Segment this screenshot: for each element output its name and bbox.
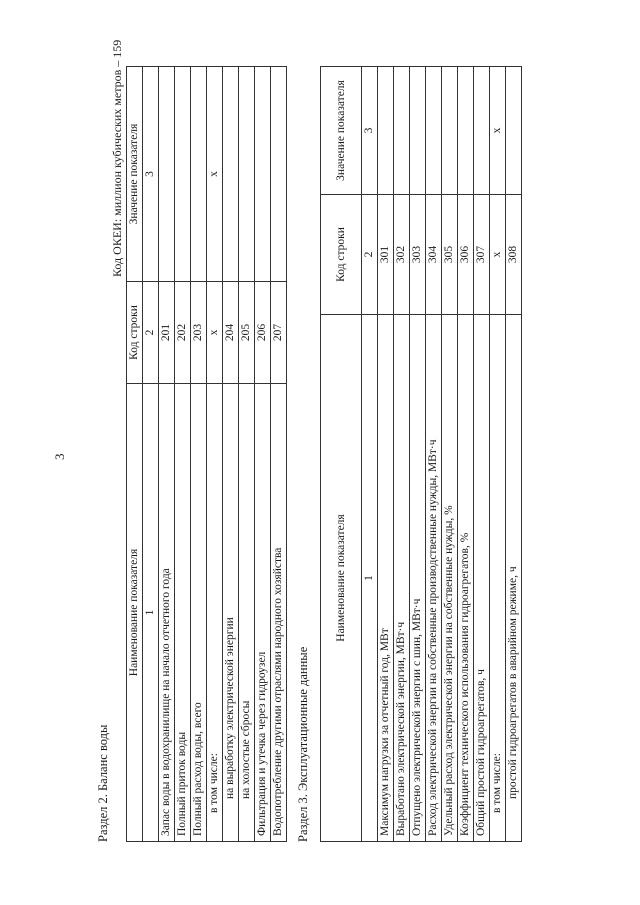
section-2-title: Раздел 2. Баланс воды (96, 724, 110, 842)
indicator-value[interactable] (394, 67, 410, 195)
table-row (255, 67, 271, 842)
indicator-name: Общий простой гидроагрегатов, ч (474, 315, 490, 842)
indicator-name: на выработку электрической энергии (223, 384, 239, 842)
table-row (474, 67, 490, 842)
table-row (410, 67, 426, 842)
indicator-name: Отпущено электрической энергии с шин, МВт·ч (410, 315, 426, 842)
indicator-name: Запас воды в водохранилище на начало отчетного года (159, 384, 175, 842)
row-code: 205 (239, 282, 255, 384)
row-code: 308 (506, 195, 522, 315)
indicator-name: Удельный расход электрической энергии на собственные нужды, % (442, 315, 458, 842)
header-indicator-name: Наименование показателя (321, 315, 362, 842)
indicator-value: x (490, 67, 506, 195)
row-code: 301 (378, 195, 394, 315)
table-row (426, 67, 442, 842)
indicator-name: Выработано электрической энергии, МВт·ч (394, 315, 410, 842)
column-number: 2 (362, 195, 378, 315)
table-row (394, 67, 410, 842)
table-row (175, 67, 191, 842)
row-code: 307 (474, 195, 490, 315)
table-row (506, 67, 522, 842)
column-number: 3 (143, 67, 159, 282)
table-row (223, 67, 239, 842)
indicator-value[interactable] (458, 67, 474, 195)
page-number: 3 (52, 453, 67, 460)
indicator-name: в том числе: (207, 384, 223, 842)
row-code: 201 (159, 282, 175, 384)
table-row (239, 67, 255, 842)
indicator-value[interactable] (426, 67, 442, 195)
row-code: 303 (410, 195, 426, 315)
table-header-row (127, 67, 143, 842)
row-code: x (490, 195, 506, 315)
indicator-value[interactable] (191, 67, 207, 282)
table-header-row (321, 67, 362, 842)
okei-unit-code: Код ОКЕИ: миллион кубических метров – 159 (110, 39, 124, 277)
header-row-code: Код строки (321, 195, 362, 315)
table-row (490, 67, 506, 842)
header-indicator-value: Значение показателя (127, 67, 143, 282)
row-code: 306 (458, 195, 474, 315)
row-code: 305 (442, 195, 458, 315)
indicator-value[interactable] (175, 67, 191, 282)
indicator-name: Максимум нагрузки за отчетный год, МВт (378, 315, 394, 842)
section-3-title: Раздел 3. Эксплуатационные данные (296, 646, 310, 842)
row-code: 302 (394, 195, 410, 315)
indicator-name: Расход электрической энергии на собственные производственные нужды, МВт·ч (426, 315, 442, 842)
row-code: 304 (426, 195, 442, 315)
table-row (159, 67, 175, 842)
header-indicator-value: Значение показателя (321, 67, 362, 195)
indicator-value[interactable] (271, 67, 287, 282)
indicator-value[interactable] (223, 67, 239, 282)
indicator-value[interactable] (442, 67, 458, 195)
column-number: 3 (362, 67, 378, 195)
indicator-value[interactable] (159, 67, 175, 282)
row-code: 203 (191, 282, 207, 384)
table-row (271, 67, 287, 842)
row-code: 207 (271, 282, 287, 384)
header-indicator-name: Наименование показателя (127, 384, 143, 842)
indicator-name: на холостые сбросы (239, 384, 255, 842)
indicator-value[interactable] (239, 67, 255, 282)
indicator-value[interactable] (506, 67, 522, 195)
row-code: 206 (255, 282, 271, 384)
column-numbers-row (362, 67, 378, 842)
column-number: 1 (143, 384, 159, 842)
indicator-value: x (207, 67, 223, 282)
row-code: 204 (223, 282, 239, 384)
indicator-value[interactable] (474, 67, 490, 195)
indicator-name: простой гидроагрегатов в аварийном режиме, ч (506, 315, 522, 842)
column-number: 2 (143, 282, 159, 384)
indicator-name: Фильтрация и утечка через гидроузел (255, 384, 271, 842)
header-row-code: Код строки (127, 282, 143, 384)
indicator-value[interactable] (255, 67, 271, 282)
indicator-name: Водопотребление другими отраслями народного хозяйства (271, 384, 287, 842)
column-number: 1 (362, 315, 378, 842)
indicator-name: Коэффициент технического использования гидроагрегатов, % (458, 315, 474, 842)
row-code: 202 (175, 282, 191, 384)
column-numbers-row (143, 67, 159, 842)
table-row (191, 67, 207, 842)
indicator-name: Полный приток воды (175, 384, 191, 842)
table-row (458, 67, 474, 842)
indicator-value[interactable] (378, 67, 394, 195)
water-balance-table (126, 66, 287, 842)
indicator-value[interactable] (410, 67, 426, 195)
indicator-name: в том числе: (490, 315, 506, 842)
table-row (378, 67, 394, 842)
indicator-name: Полный расход воды, всего (191, 384, 207, 842)
table-row (207, 67, 223, 842)
row-code: x (207, 282, 223, 384)
table-row (442, 67, 458, 842)
operational-data-table (320, 66, 522, 842)
